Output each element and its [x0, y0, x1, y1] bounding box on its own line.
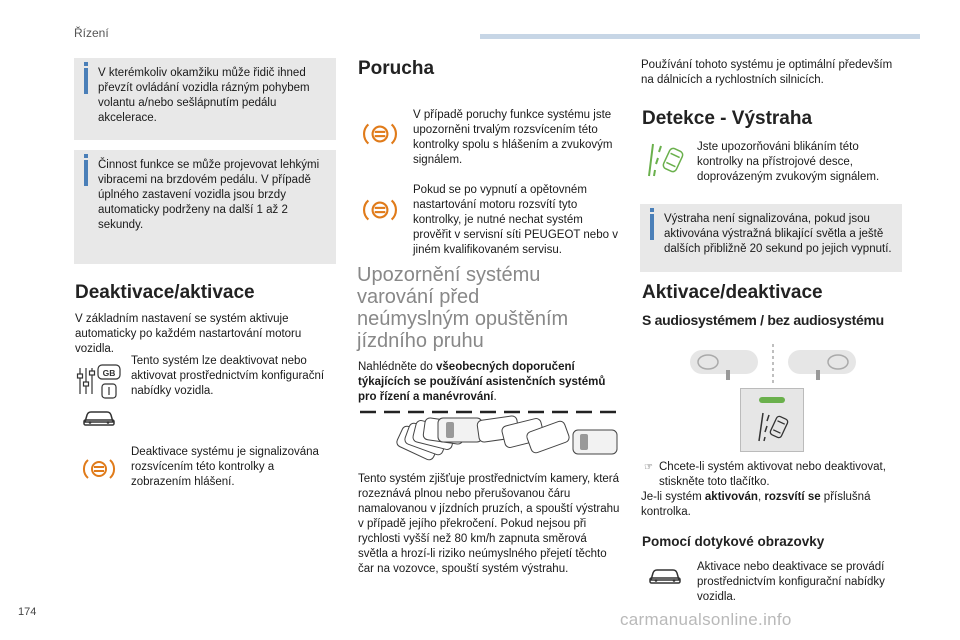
heading-deactivation: Deaktivace/aktivace — [75, 282, 255, 303]
subheading-touchscreen: Pomocí dotykové obrazovky — [642, 534, 825, 549]
bullet-text: Chcete-li systém aktivovat nebo deaktivovat, stiskněte toto tlačítko. — [659, 461, 886, 488]
status-bold-lights: rozsvítí se — [764, 491, 821, 503]
heading-activation: Aktivace/deaktivace — [642, 282, 823, 303]
heading-fault: Porucha — [358, 58, 435, 79]
activation-status — [641, 490, 903, 520]
ref-prefix: Nahlédněte do — [358, 361, 437, 373]
info-note-hazard — [640, 204, 902, 272]
watermark: carmanualsonline.info — [620, 610, 792, 629]
detection-text: Jste upozorňováni blikáním této kontrolky na přístrojové desce, doprovázeným zvukovým signálem. — [697, 141, 880, 183]
car-icon — [82, 408, 116, 428]
info-icon — [84, 160, 88, 186]
info-icon — [650, 214, 654, 240]
fault-text-1: V případě poruchy funkce systému jste upozorněni trvalým rozsvícením této kontrolky spolu s hlášením a zvukovým signálem. — [413, 109, 613, 166]
fault-warning-icon — [362, 118, 398, 150]
settings-text: Tento systém lze deaktivovat nebo aktivovat prostřednictvím konfigurační nabídky vozidla. — [131, 355, 325, 397]
info-icon — [84, 68, 88, 94]
fault-text-2: Pokud se po vypnutí a opětovném nastartování motoru rozsvítí tyto kontrolky, je nutné nechat systém prověřit v servisní síti PEUGEOT nebo v jiném kvalifikovaném servisu. — [413, 184, 618, 256]
lane-departure-illustration — [358, 408, 620, 466]
fault-warning-icon-2 — [362, 194, 398, 226]
section-header: Řízení — [74, 26, 109, 40]
status-suffix: příslušná kontrolka. — [641, 491, 871, 518]
deactivation-text: Deaktivace systému je signalizována rozsvícením této kontrolky a zobrazením hlášení. — [131, 446, 319, 488]
ref-bold: všeobecných doporučení týkajících se používání asistenčních systémů pro řízení a manévrování — [358, 361, 606, 403]
info-note-vibration — [74, 150, 336, 264]
note-text: Činnost funkce se může projevovat lehkými vibracemi na brzdovém pedálu. V případě úplného zastavení vozidla jsou brzdy automaticky podrženy na další 1 až 2 sekundy. — [98, 159, 320, 231]
lane-assist-button[interactable] — [740, 388, 804, 452]
status-bold-activated: aktivován — [704, 491, 758, 503]
lane-warning-icon — [82, 454, 116, 484]
status-prefix: Je-li systém — [641, 491, 705, 503]
usage-intro: Používání tohoto systému je optimální především na dálnicích a rychlostních silnicích. — [641, 59, 893, 86]
deactivation-intro: V základním nastavení se systém aktivuje automaticky po každém nastartování motoru vozidla. — [75, 313, 302, 355]
header-bar — [480, 34, 920, 39]
heading-detection: Detekce - Výstraha — [642, 108, 813, 129]
lane-assist-button-icon — [755, 409, 791, 445]
section-title-lane-departure: Upozornění systému varování před neúmyslným opuštěním jízdního pruhu — [357, 264, 569, 352]
lane-indicator-green-icon — [647, 140, 685, 180]
bullet-arrow-icon: ☞ — [644, 462, 653, 473]
ref-suffix: . — [493, 391, 497, 403]
status-mid: , — [757, 491, 765, 503]
activation-instruction — [644, 460, 904, 490]
page-number: 174 — [18, 606, 37, 618]
settings-menu-icon — [76, 362, 124, 400]
button-led-indicator — [759, 397, 785, 403]
gb-label: GB — [102, 368, 116, 378]
touchscreen-car-icon — [648, 566, 682, 586]
lane-departure-body: Tento systém zjišťuje prostřednictvím kamery, která rozeznává plnou nebo přerušovanou čáru namalovanou v jízdních pruzích, a spouští výstrahu v případě jejího překročení. Pokud nejsou při rychlosti vyšší než 80 km/h zapnuta směrová světla a hrozí-li riziko neúmyslného přejetí těchto čar na vozovce, spouští systém výstrahu. — [358, 473, 620, 575]
info-note-override — [74, 58, 336, 140]
reference-note — [358, 360, 618, 405]
note-text: V kterémkoliv okamžiku může řidič ihned převzít ovládání vozidla rázným pohybem volantu a/nebo sešlápnutím pedálu akcelerace. — [98, 67, 310, 124]
note-text: Výstraha není signalizována, pokud jsou aktivována výstražná blikající světla a ještě dalších přibližně 20 sekund po jejich vypnutí. — [664, 213, 892, 255]
steering-wheel-illustration — [688, 344, 858, 386]
touchscreen-text: Aktivace nebo deaktivace se provádí prostřednictvím konfigurační nabídky vozidla. — [697, 561, 885, 603]
subheading-audio: S audiosystémem / bez audiosystému — [642, 312, 884, 328]
